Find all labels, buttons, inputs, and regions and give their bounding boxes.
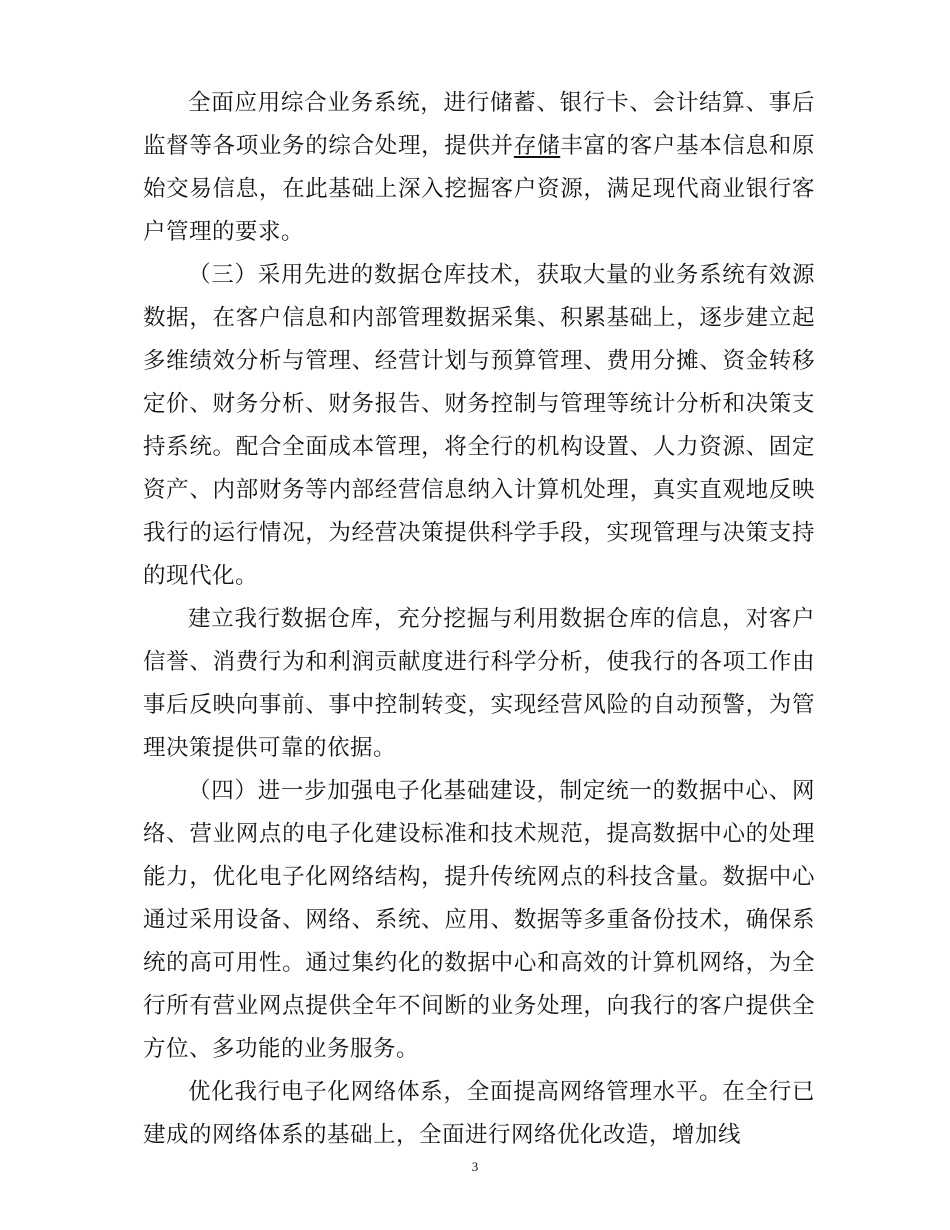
body-text [143,82,815,1157]
paragraph-1-before: 全面应用综合业务系统，进行储蓄、银行卡、会计结算、事后监督等各项业务的综合处理，提供并 [143,90,815,159]
paragraph-data-warehouse-tech: （三）采用先进的数据仓库技术，获取大量的业务系统有效源数据，在客户信息和内部管理数据采集、积累基础上，逐步建立起多维绩效分析与管理、经营计划与预算管理、费用分摊、资金转移定价、财务分析、财务报告、财务控制与管理等统计分析和决策支持系统。配合全面成本管理，将全行的机构设置、人力资源、固定资产、内部财务等内部经营信息纳入计算机处理，真实直观地反映我行的运行情况，为经营决策提供科学手段，实现管理与决策支持的现代化。 [143,262,815,589]
paragraph-build-data-warehouse: 建立我行数据仓库，充分挖掘与利用数据仓库的信息，对客户信誉、消费行为和利润贡献度进行科学分析，使我行的各项工作由事后反映向事前、事中控制转变，实现经营风险的自动预警，为管理决策提供可靠的依据。 [143,606,815,761]
paragraph-business-system [143,82,815,254]
paragraph-infrastructure: （四）进一步加强电子化基础建设，制定统一的数据中心、网络、营业网点的电子化建设标准和技术规范，提高数据中心的处理能力，优化电子化网络结构，提升传统网点的科技含量。数据中心通过采用设备、网络、系统、应用、数据等多重备份技术，确保系统的高可用性。通过集约化的数据中心和高效的计算机网络，为全行所有营业网点提供全年不间断的业务处理，向我行的客户提供全方位、多功能的业务服务。 [143,778,815,1062]
paragraph-network-optimization: 优化我行电子化网络体系，全面提高网络管理水平。在全行已建成的网络体系的基础上，全面进行网络优化改造，增加线 [143,1079,815,1148]
paragraph-1-after: 丰富的客户基本信息和原始交易信息，在此基础上深入挖掘客户资源，满足现代商业银行客户管理的要求。 [143,133,815,245]
underlined-term: 存储 [513,133,561,159]
page-number: 3 [471,1159,479,1174]
